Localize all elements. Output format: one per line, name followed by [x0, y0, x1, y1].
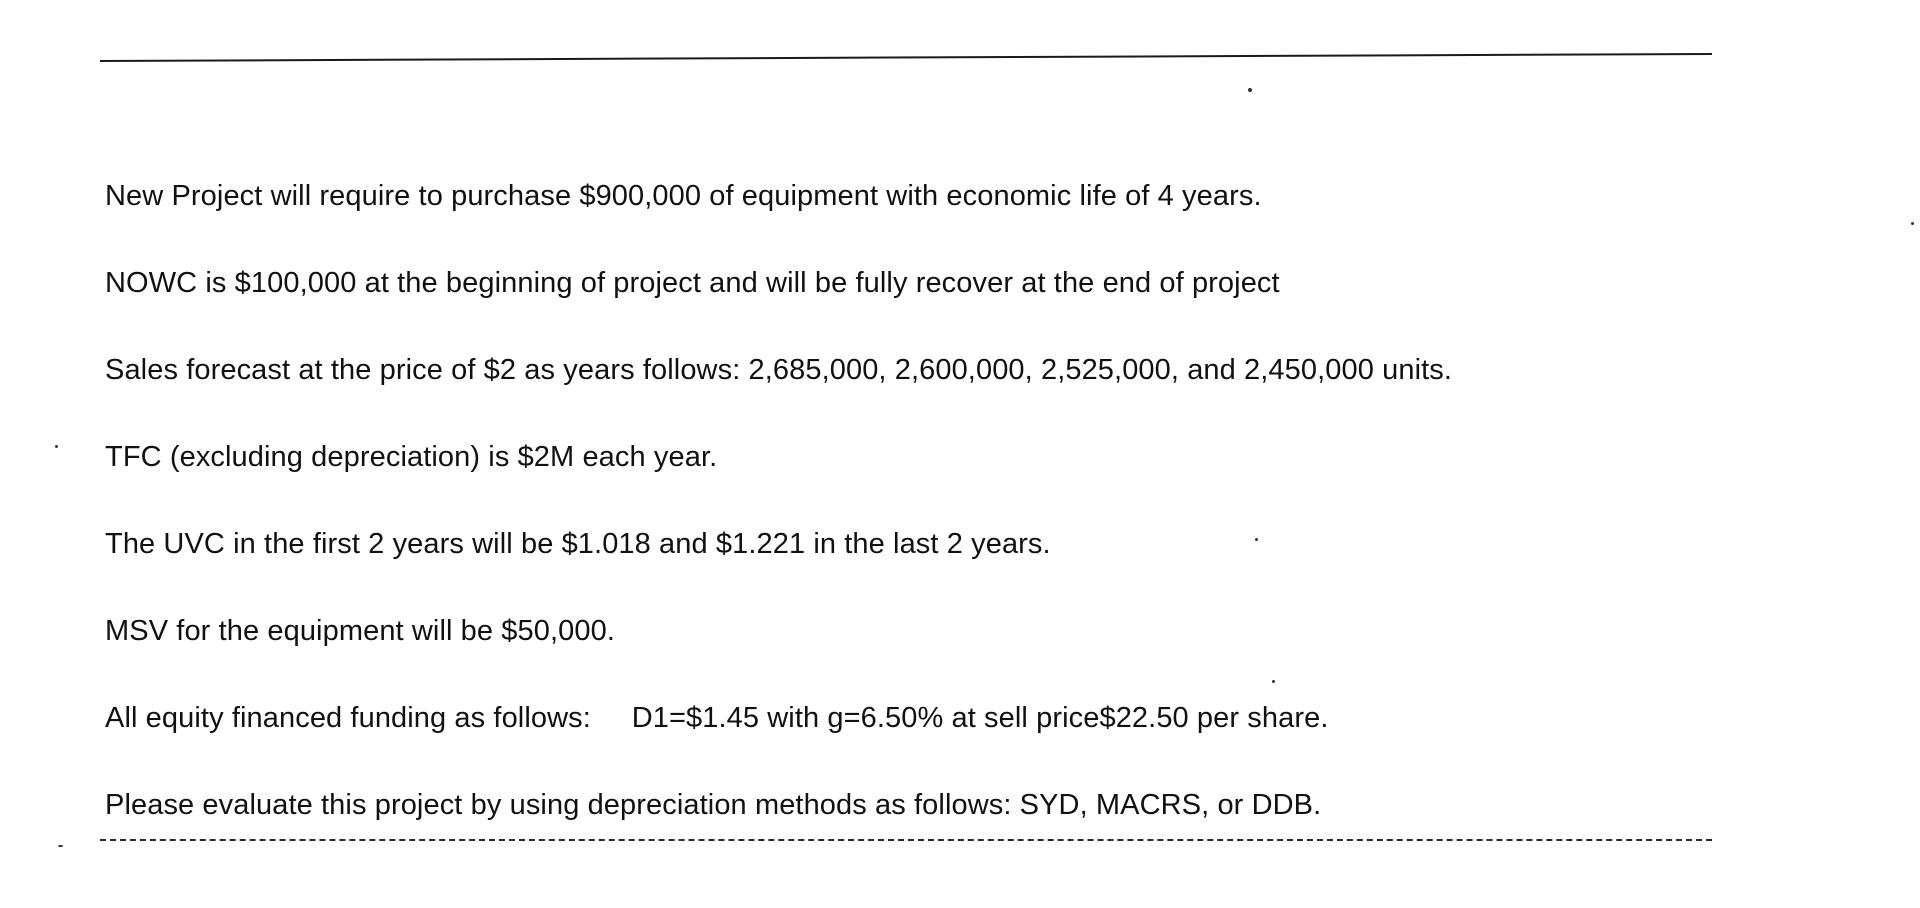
scan-speck [1248, 88, 1252, 92]
bottom-divider [100, 839, 1712, 841]
scan-speck [55, 445, 58, 448]
equipment-line: New Project will require to purchase $900,000 of equipment with economic life of 4 years. [105, 180, 1262, 212]
uvc-line: The UVC in the first 2 years will be $1.018 and $1.221 in the last 2 years. [105, 528, 1051, 560]
financing-line: All equity financed funding as follows: D1=$1.45 with g=6.50% at sell price$22.50 per share. [105, 702, 1329, 734]
evaluation-line: Please evaluate this project by using depreciation methods as follows: SYD, MACRS, or DDB. [105, 789, 1322, 821]
msv-line: MSV for the equipment will be $50,000. [105, 615, 615, 647]
scan-speck [1272, 680, 1275, 683]
scan-speck [1255, 538, 1258, 541]
nowc-line: NOWC is $100,000 at the beginning of project and will be fully recover at the end of project [105, 267, 1280, 299]
sales-forecast-line: Sales forecast at the price of $2 as years follows: 2,685,000, 2,600,000, 2,525,000, and 2,450,000 units. [105, 354, 1453, 386]
problem-statement [105, 178, 1705, 874]
scan-speck [1911, 222, 1914, 225]
tfc-line: TFC (excluding depreciation) is $2M each year. [105, 441, 718, 473]
scan-speck [58, 845, 63, 847]
top-divider [100, 53, 1712, 62]
